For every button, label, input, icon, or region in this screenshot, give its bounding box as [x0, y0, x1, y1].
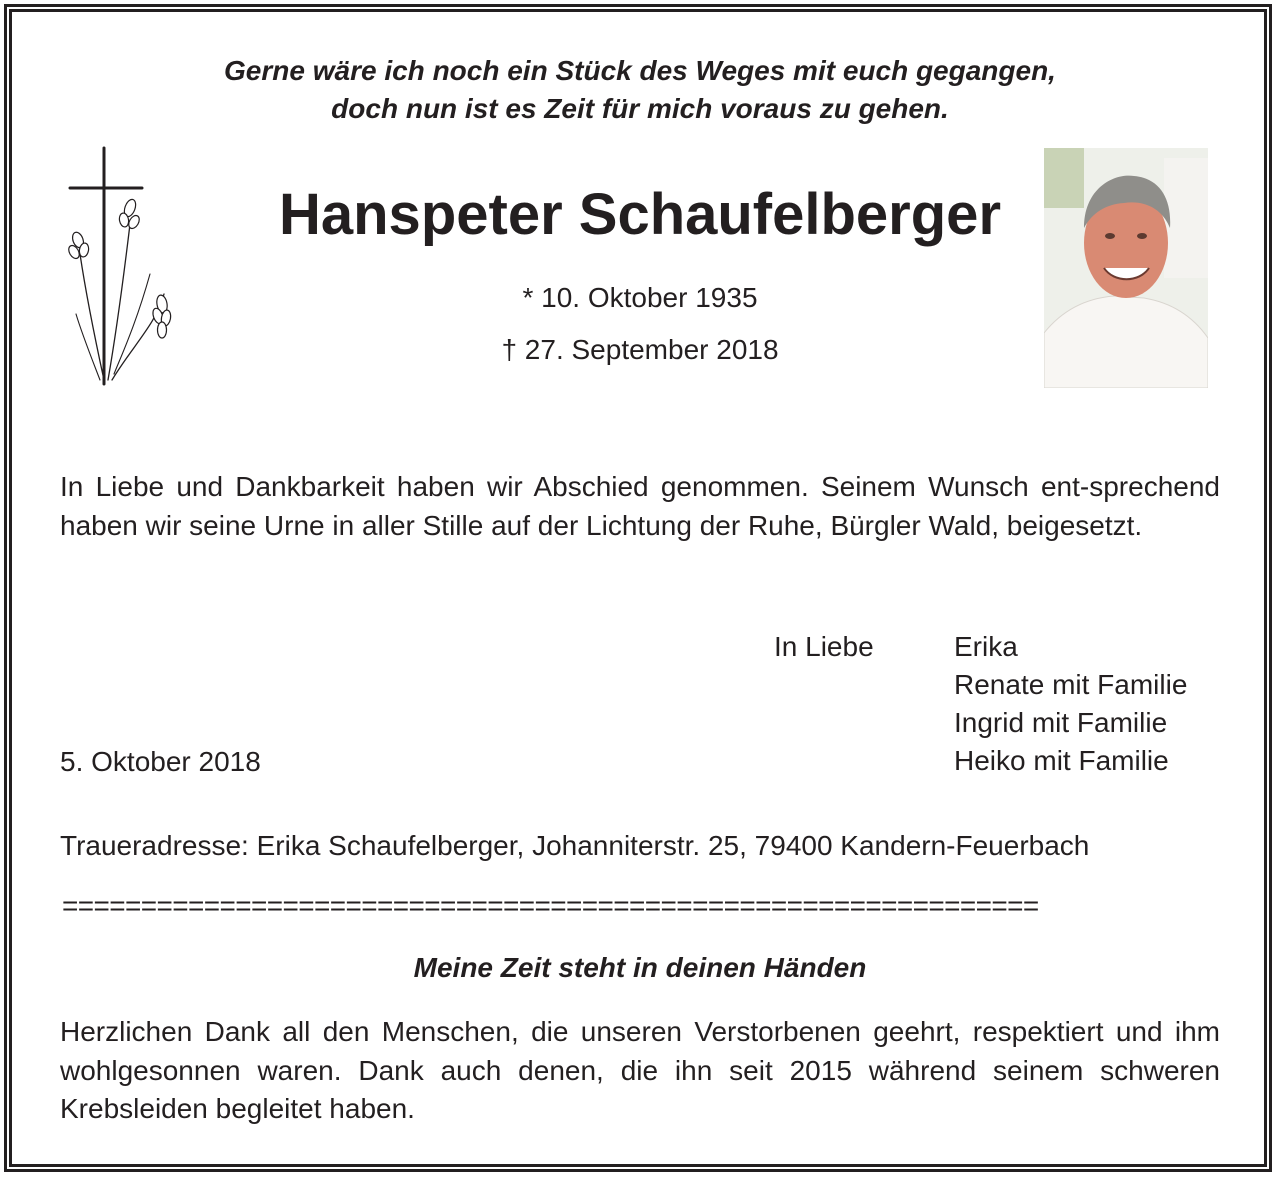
mourners-list [954, 628, 1187, 780]
deceased-name: Hanspeter Schaufelberger [278, 182, 1002, 247]
birth-date: * 10. Oktober 1935 [522, 282, 758, 313]
motto-line-2: doch nun ist es Zeit für mich voraus zu gehen. [331, 93, 949, 124]
announcement-date: 5. Oktober 2018 [60, 746, 261, 777]
separator-line: ============================================================== [62, 890, 1039, 921]
mourner-name: Erika [954, 631, 1018, 662]
closing-phrase: In Liebe [774, 631, 874, 662]
mourning-address: Traueradresse: Erika Schaufelberger, Johanniterstr. 25, 79400 Kandern-Feuerbach [60, 830, 1090, 861]
mourner-name: Heiko mit Familie [954, 745, 1169, 776]
death-date: † 27. September 2018 [501, 334, 779, 365]
thanks-text: Herzlichen Dank all den Menschen, die unseren Verstorbenen geehrt, respektiert und ihm wohlgesonnen waren. Dank auch denen, die ihn seit 2015 während seinem schweren Krebsleiden begleitet haben. [60, 1016, 1220, 1124]
mourner-name: Ingrid mit Familie [954, 707, 1168, 738]
mourner-name: Renate mit Familie [954, 669, 1188, 700]
announcement-text: In Liebe und Dankbarkeit haben wir Abschied genommen. Seinem Wunsch ent-sprechend haben wir seine Urne in aller Stille auf der Lichtung der Ruhe, Bürgler Wald, beigesetzt. [60, 471, 1220, 541]
thanks-title: Meine Zeit steht in deinen Händen [413, 952, 867, 983]
motto-line-1: Gerne wäre ich noch ein Stück des Weges mit euch gegangen, [224, 55, 1056, 86]
